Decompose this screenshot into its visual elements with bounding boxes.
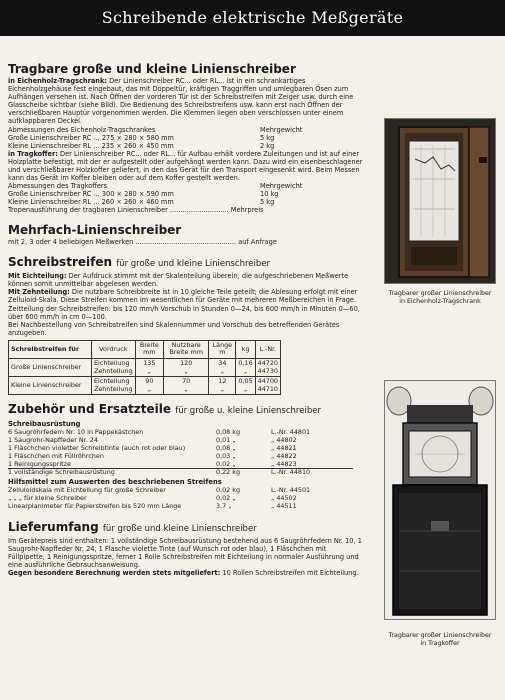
section-title-text: Schreibstreifen (8, 255, 113, 270)
item-name: 1 Fläschchen violetter Schreibtinte (auch rot oder blau) (8, 444, 186, 453)
cell-line: „ (243, 366, 248, 375)
table-header: Länge m (209, 340, 236, 358)
section-subtitle: für große und kleine Linienschreiber (102, 523, 257, 534)
paragraph-lead: Mit Eichteilung: (8, 272, 67, 281)
cell-line: 44700 (257, 377, 278, 386)
cell-line: 0,16 (238, 359, 253, 368)
spec-cell: 5 kg (260, 133, 275, 142)
header-banner (0, 0, 505, 36)
accessory-table (8, 429, 353, 477)
cell-line: Zehnteilung (94, 366, 133, 375)
cell-line: „ (147, 366, 151, 375)
paragraph-extra (8, 569, 363, 577)
item-number: L.-Nr. 44801 (271, 428, 311, 437)
cell-line: 44730 (257, 366, 278, 375)
table-header: Vordruck (92, 340, 136, 358)
spec-cell: 2 kg (260, 141, 275, 150)
caption-line: Tragbarer großer Linienschreiber (388, 632, 492, 639)
item-name: 1 Reinigungsspritze (8, 459, 71, 468)
table-cell (92, 359, 136, 377)
spec-cell: 10 kg (260, 189, 279, 198)
table-header: Breite mm (135, 340, 164, 358)
section-title-text: Lieferumfang (8, 519, 99, 534)
section-title-delivery (8, 520, 363, 537)
item-number: „ 44821 (271, 444, 297, 453)
item-weight: 0,02 „ (216, 494, 236, 503)
item-number: „ 44823 (271, 459, 297, 468)
item-weight: 0,22 kg (216, 469, 271, 477)
table-row (8, 503, 353, 511)
cell-line: 0,05 (238, 377, 253, 386)
paragraph-text: Der Aufdruck stimmt mit der Skalenteilung überein; die aufgeschriebenen Meßwerte können somit unmittelbar abgelesen werden. (8, 272, 349, 289)
paragraph-calibrated (8, 272, 363, 288)
cell-line: 120 (180, 359, 193, 368)
section-subtitle: für große und kleine Linienschreiber (116, 259, 271, 270)
spec-table-case (8, 182, 304, 206)
table-cell (255, 359, 280, 377)
section-title-strips (8, 255, 363, 272)
paragraph-text: Der Linienschreiber RC... oder RL... ist in ein schrankartiges Eichenholzgehäuse fest eingebaut, das mit Doppeltür, kräftigen Traggriffen und umlegbaren Ösen zum Aufhängen versehen ist. Nach Öffnen der vorderen Tür ist der Schreibstreifen mit Zeiger usw. durch eine Glasscheibe sichtbar (siehe Bild). Die Bedienung des Schreibstreifens usw. kann erst nach Öffnen der verschließbaren Hauptür vorgenommen werden. Die Klemmen liegen oben verschlossen unter einem aufklappbaren Deckel. (8, 77, 354, 126)
paragraph-tenths (8, 288, 363, 304)
spec-cell: Kleine Linienschreiber RL ... 235 × 260 × 450 mm (8, 141, 174, 150)
paragraph-cabinet (8, 77, 363, 126)
spec-cell: Kleine Linienschreiber RL ... 260 × 260 × 460 mm (8, 197, 174, 206)
cell-line: 44710 (257, 384, 278, 393)
item-name: 6 Saugröhrfedern Nr. 10 in Pappekästchen (8, 428, 144, 437)
cabinet-recorder-photo (384, 118, 496, 284)
cell-line: „ (220, 384, 225, 393)
case-recorder-photo (384, 380, 496, 620)
cell-line: 12 (218, 377, 227, 386)
cell-line: Zehnteilung (94, 384, 133, 393)
item-name: Zelluloidskala mit Eichteilung für große Schreiber (8, 486, 166, 495)
section-subtitle: für große u. kleine Linienschreiber (175, 406, 321, 417)
section-title-portable: Tragbare große und kleine Linienschreiber (8, 62, 296, 76)
cell-line: „ (184, 366, 188, 375)
cell-line: 34 (218, 359, 227, 368)
cell-line: 135 (143, 359, 156, 368)
tropen-price: Mehrpreis (230, 205, 264, 214)
paragraph-lead: Mit Zehnteilung: (8, 288, 70, 297)
section-title-multi: Mehrfach-Linienschreiber (8, 223, 182, 238)
tropen-text: Tropenausführung der tragbaren Linienschreiber ............................ (8, 205, 229, 214)
evaluation-table (8, 487, 353, 510)
subsection-title: Hilfsmittel zum Auswerten des beschriebenen Streifens (8, 478, 222, 487)
cell-line: „ (147, 384, 151, 393)
caption-case (370, 632, 505, 648)
table-cell: Große Linienschreiber (9, 359, 92, 377)
spec-head: Mehrgewicht (260, 181, 303, 190)
item-weight: 3,7 „ (216, 501, 232, 510)
spec-cell: Große Linienschreiber RC ... 275 × 280 × 580 mm (8, 133, 174, 142)
item-name: 1 Saugrohr-Napffeder Nr. 24 (8, 436, 98, 445)
item-weight: 0,02 kg (216, 486, 241, 495)
table-header: Nutzbare Breite mm (164, 340, 209, 358)
paragraph-text: Die nutzbare Schreibbreite ist in 10 gleiche Teile geteilt; die Ablesung erfolgt mit einer Zelluloid-Skala. Diese Streifen kommen im wesentlichen für Geräte mit mehreren Meßbereichen in Frage. (8, 288, 358, 305)
table-row (9, 377, 281, 395)
item-name: Linearplanimeter für Papierstreifen bis 520 mm Länge (8, 501, 182, 510)
cell-line: 44720 (257, 359, 278, 368)
cell-line: „ (184, 384, 188, 393)
table-cell (209, 377, 236, 395)
paragraph-case (8, 150, 363, 182)
item-number: L.-Nr. 44810 (271, 469, 353, 477)
item-weight: 0,08 „ (216, 444, 236, 453)
cell-line: „ (220, 366, 225, 375)
section-title-accessories (8, 402, 363, 419)
spec-head: Abmessungen des Eichenholz-Tragschrankes (8, 125, 156, 134)
item-number: „ 44822 (271, 451, 297, 460)
spec-table-cabinet (8, 126, 304, 150)
table-cell (135, 359, 164, 377)
table-cell (92, 377, 136, 395)
item-number: L.-Nr. 44501 (271, 486, 311, 495)
spec-cell: Große Linienschreiber RC ... 300 × 280 × 590 mm (8, 189, 174, 198)
table-cell (255, 377, 280, 395)
item-weight: 0,02 „ (216, 459, 236, 468)
table-header: L.-Nr. (255, 340, 280, 358)
paragraph-delivery: Im Gerätepreis sind enthalten: 1 vollständige Schreibausrüstung bestehend aus 6 Saugröhrfedern Nr. 10, 1 Saugrohr-Napffeder Nr. 24, 1 Flasche violette Tinte (auf Wunsch rot oder blau), 1 Fläschchen mit Füllpipette, 1 Reinigungsspritze, ferner 1 Rolle Schreibstreifen mit Eichteilung in normaler Ausführung und eine ausführliche Gebrauchsanweisung. (8, 536, 362, 569)
item-weight: 0,03 „ (216, 451, 236, 460)
item-weight: 0,01 „ (216, 436, 236, 445)
paragraph-reorder: Bei Nachbestellung von Schreibstreifen sind Skalennummer und Vorschub des betreffenden Gerätes anzugeben. (8, 320, 340, 337)
cell-line: „ (243, 384, 248, 393)
table-cell (236, 377, 255, 395)
main-column (8, 62, 363, 577)
multi-price: auf Anfrage (238, 238, 277, 247)
paragraph-text: Der Linienschreiber RC... oder RL... für Aufbau erhält vordere Zuleitungen und ist auf einer Holzplatte befestigt, mit der er aufgestellt oder aufgehängt werden kann. Dazu wird ein eisenbeschlagener und verschließbarer Holzkoffer geliefert, in den das Gerät für den Transport eingesenkt wird. Beim Messen kann das Gerät im Koffer bleiben oder auf dem Koffer gestellt werden. (8, 149, 363, 182)
caption-line: in Tragkoffer (420, 640, 460, 647)
table-cell: Kleine Linienschreiber (9, 377, 92, 395)
multi-text: mit 2, 3 oder 4 beliebigen Meßwerken ................................................ (8, 238, 237, 247)
spec-cell: 5 kg (260, 197, 275, 206)
cell-line: 90 (145, 377, 154, 386)
item-name: 1 vollständige Schreibausrüstung (8, 469, 216, 477)
paragraph-lead: in Eichenholz-Tragschrank: (8, 77, 108, 85)
multi-line (8, 238, 363, 246)
caption-line: in Eichenholz-Tragschrank (399, 298, 481, 305)
paragraph-lead: in Tragkoffer: (8, 149, 58, 158)
cell-line: Eichteilung (94, 377, 130, 386)
table-row-total (8, 469, 353, 477)
caption-cabinet (370, 290, 505, 306)
table-header: kg (236, 340, 255, 358)
table-cell (164, 359, 209, 377)
table-header: Schreibstreifen für (9, 340, 92, 358)
item-number: „ 44502 (271, 494, 297, 503)
paragraph-timing: Zeitteilung der Schreibstreifen: bis 120 mm/h Vorschub in Stunden 0—24, bis 600 mm/h in Minuten 0—60, über 600 mm/h in cm 0—100. (8, 304, 360, 321)
cell-line: 70 (182, 377, 191, 386)
item-name: 1 Fläschchen mit Füllröhrchen (8, 451, 104, 460)
item-number: „ 44511 (271, 501, 297, 510)
spec-head: Mehrgewicht (260, 125, 303, 134)
item-number: „ 44802 (271, 436, 297, 445)
table-cell (164, 377, 209, 395)
spec-head: Abmessungen des Tragkoffers (8, 181, 108, 190)
table-row (9, 359, 281, 377)
page-title: Schreibende elektrische Meßgeräte (101, 8, 404, 27)
strips-table (8, 340, 281, 396)
table-cell (135, 377, 164, 395)
table-cell (209, 359, 236, 377)
item-weight: 0,08 kg (216, 428, 241, 437)
tropen-line (8, 206, 363, 214)
section-title-text: Zubehör und Ersatzteile (8, 402, 172, 417)
caption-line: Tragbarer großer Linienschreiber (388, 290, 492, 297)
paragraph-lead: Gegen besondere Berechnung werden stets mitgeliefert: (8, 568, 221, 577)
item-name: „ „ „ für kleine Schreiber (8, 494, 87, 503)
cell-line: Eichteilung (94, 359, 130, 368)
paragraph-text: 10 Rollen Schreibstreifen mit Eichteilung. (222, 568, 359, 577)
table-cell (236, 359, 255, 377)
subsection-title: Schreibausrüstung (8, 420, 81, 429)
